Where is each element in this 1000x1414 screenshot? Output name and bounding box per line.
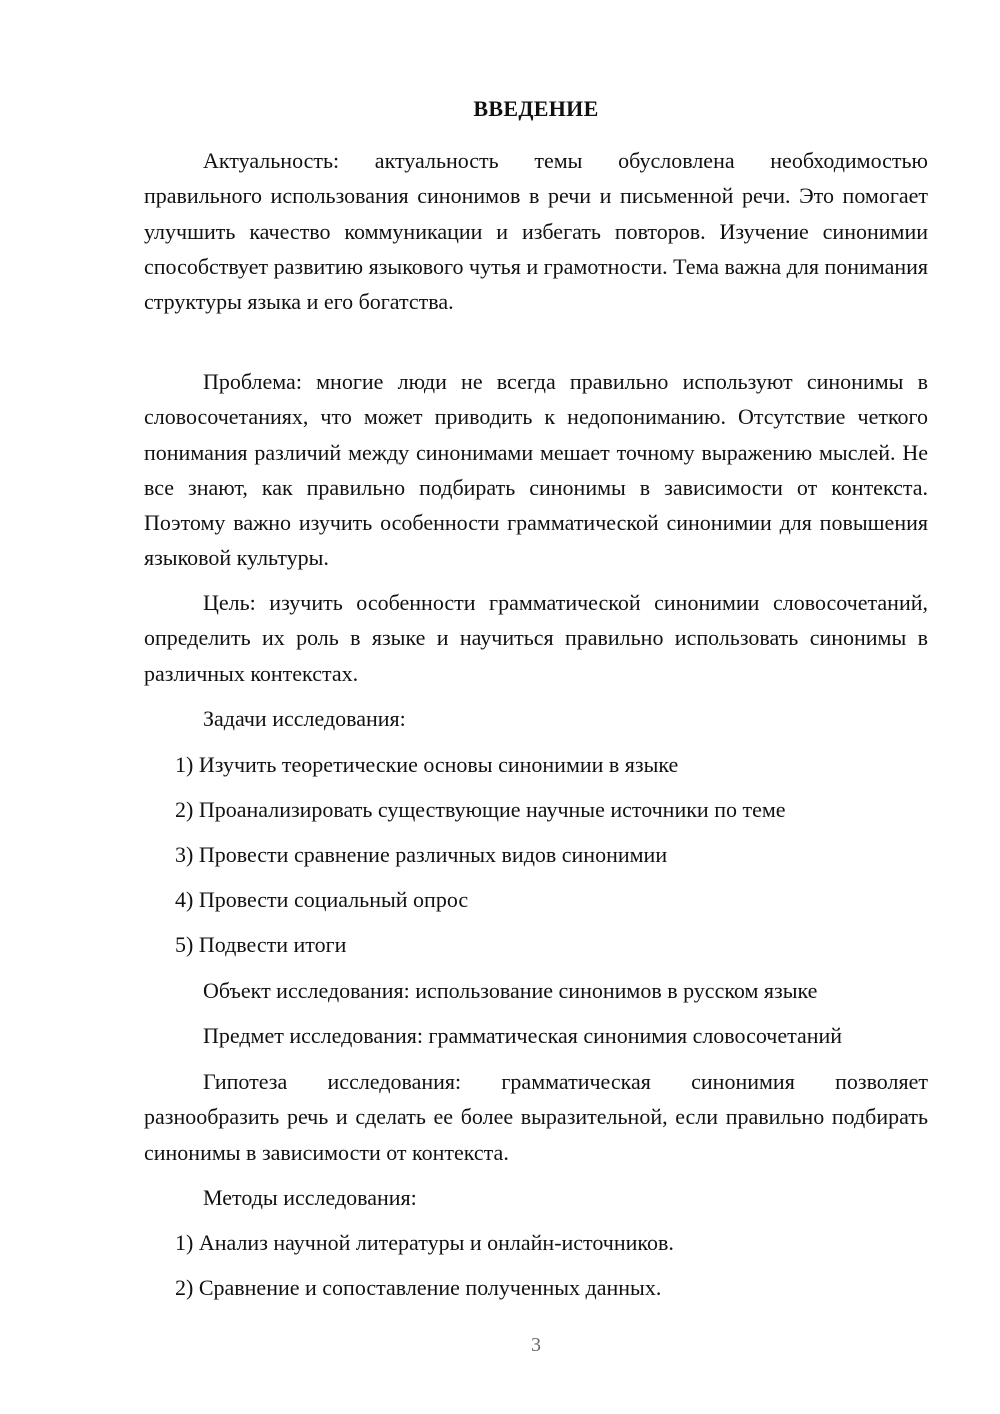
goal-paragraph: Цель: изучить особенности грамматической синонимии словосочетаний, определить их роль в языке и научиться правильно использовать синонимы в различных контекстах. xyxy=(144,590,928,686)
task-item: 3) Провести сравнение различных видов синонимии xyxy=(175,842,668,867)
tasks-heading: Задачи исследования: xyxy=(203,706,406,731)
task-item: 1) Изучить теоретические основы синонимии в языке xyxy=(175,752,679,777)
method-item: 1) Анализ научной литературы и онлайн-источников. xyxy=(175,1230,674,1255)
research-object: Объект исследования: использование синонимов в русском языке xyxy=(203,978,818,1003)
page-number: 3 xyxy=(531,1334,541,1356)
research-subject: Предмет исследования: грамматическая синонимия словосочетаний xyxy=(203,1023,843,1048)
method-item: 2) Сравнение и сопоставление полученных данных. xyxy=(175,1275,662,1300)
problem-paragraph: Проблема: многие люди не всегда правильно используют синонимы в словосочетаниях, что может приводить к недопониманию. Отсутствие четкого понимания различий между синонимами мешает точному выражению мыслей. Не все знают, как правильно подбирать синонимы в зависимости от контекста. Поэтому важно изучить особенности грамматической синонимии для повышения языковой культуры. xyxy=(144,369,928,571)
task-item: 2) Проанализировать существующие научные источники по теме xyxy=(175,797,786,822)
methods-heading: Методы исследования: xyxy=(203,1185,417,1210)
relevance-paragraph: Актуальность: актуальность темы обусловлена необходимостью правильного использования синонимов в речи и письменной речи. Это помогает улучшить качество коммуникации и избегать повторов. Изучение синонимии способствует развитию языкового чутья и грамотности. Тема важна для понимания структуры языка и его богатства. xyxy=(144,148,928,315)
task-item: 4) Провести социальный опрос xyxy=(175,887,469,912)
task-item: 5) Подвести итоги xyxy=(175,932,347,957)
hypothesis-paragraph: Гипотеза исследования: грамматическая синонимия позволяет разнообразить речь и сделать ее более выразительной, если правильно подбирать синонимы в зависимости от контекста. xyxy=(144,1069,928,1165)
page-title: ВВЕДЕНИЕ xyxy=(473,96,599,121)
